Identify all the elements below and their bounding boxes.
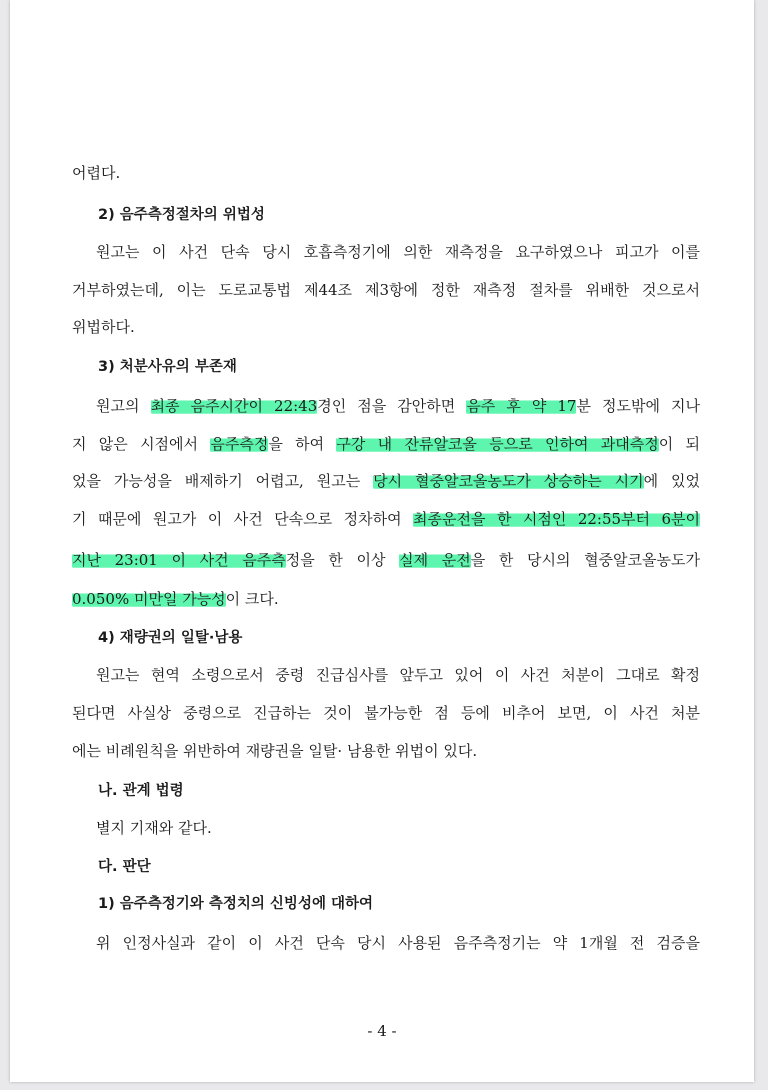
text-line: 된다면 사실상 중령으로 진급하는 것이 불가능한 점 등에 비추어 보면, 이 사건 처분: [72, 704, 700, 722]
highlight-mark: 음주 후 약 17: [466, 397, 577, 415]
section-heading: 나. 관계 법령: [98, 783, 184, 799]
highlight-mark: 실제 운전: [399, 551, 471, 569]
highlight-mark: 구강 내 잔류알코올 등으로 인하여 과대측정: [336, 435, 659, 453]
text-line: 원고는 이 사건 단속 당시 호흡측정기에 의한 재측정을 요구하였으나 피고가 이를: [96, 243, 700, 261]
text-line: 원고는 현역 소령으로서 중령 진급심사를 앞두고 있어 이 사건 처분이 그대로 확정: [96, 666, 700, 684]
text-line: 기 때문에 원고가 이 사건 단속으로 정차하여 최종운전을 한 시점인 22:55부터 6분이: [72, 510, 701, 528]
section-heading: 4) 재량권의 일탈·남용: [98, 630, 243, 646]
section-heading: 1) 음주측정기와 측정치의 신빙성에 대하여: [98, 896, 374, 912]
section-heading: 3) 처분사유의 부존재: [98, 359, 237, 375]
section-heading: 2) 음주측정절차의 위법성: [98, 207, 265, 223]
text-line: 지 않은 시점에서 음주측정을 하여 구강 내 잔류알코올 등으로 인하여 과대측정이 되: [72, 435, 700, 453]
section-heading: 다. 판단: [98, 859, 151, 875]
text-line: 었을 가능성을 배제하기 어렵고, 원고는 당시 혈중알코올농도가 상승하는 시기에 있었: [72, 472, 700, 490]
text-line: 에는 비례원칙을 위반하여 재량권을 일탈· 남용한 위법이 있다.: [72, 742, 478, 760]
text-line: 어렵다.: [72, 164, 121, 182]
text-line: 0.050% 미만일 가능성이 크다.: [72, 590, 279, 608]
text-line: 위 인정사실과 같이 이 사건 단속 당시 사용된 음주측정기는 약 1개월 전 검증을: [96, 934, 700, 952]
text-line: 별지 기재와 같다.: [96, 819, 212, 837]
highlight-mark: 지난 23:01 이 사건 음주측: [72, 551, 286, 569]
highlight-mark: 0.050% 미만일 가능성: [72, 590, 226, 608]
highlight-mark: 최종 음주시간이 22:43: [150, 397, 318, 415]
document-page: [10, 0, 754, 1082]
text-line: 위법하다.: [72, 318, 135, 336]
highlight-mark: 당시 혈중알코올농도가 상승하는 시기: [373, 472, 644, 490]
text-line: 원고의 최종 음주시간이 22:43경인 점을 감안하면 음주 후 약 17분 정도밖에 지나: [96, 397, 700, 415]
text-line: 지난 23:01 이 사건 음주측정을 한 이상 실제 운전을 한 당시의 혈중알코올농도가: [72, 551, 700, 569]
text-line: 거부하였는데, 이는 도로교통법 제44조 제3항에 정한 재측정 절차를 위배한 것으로서: [72, 281, 700, 299]
highlight-mark: 최종운전을 한 시점인 22:55부터 6분이: [413, 510, 701, 528]
page-number: - 4 -: [367, 1022, 397, 1040]
highlight-mark: 음주측정: [210, 435, 269, 453]
